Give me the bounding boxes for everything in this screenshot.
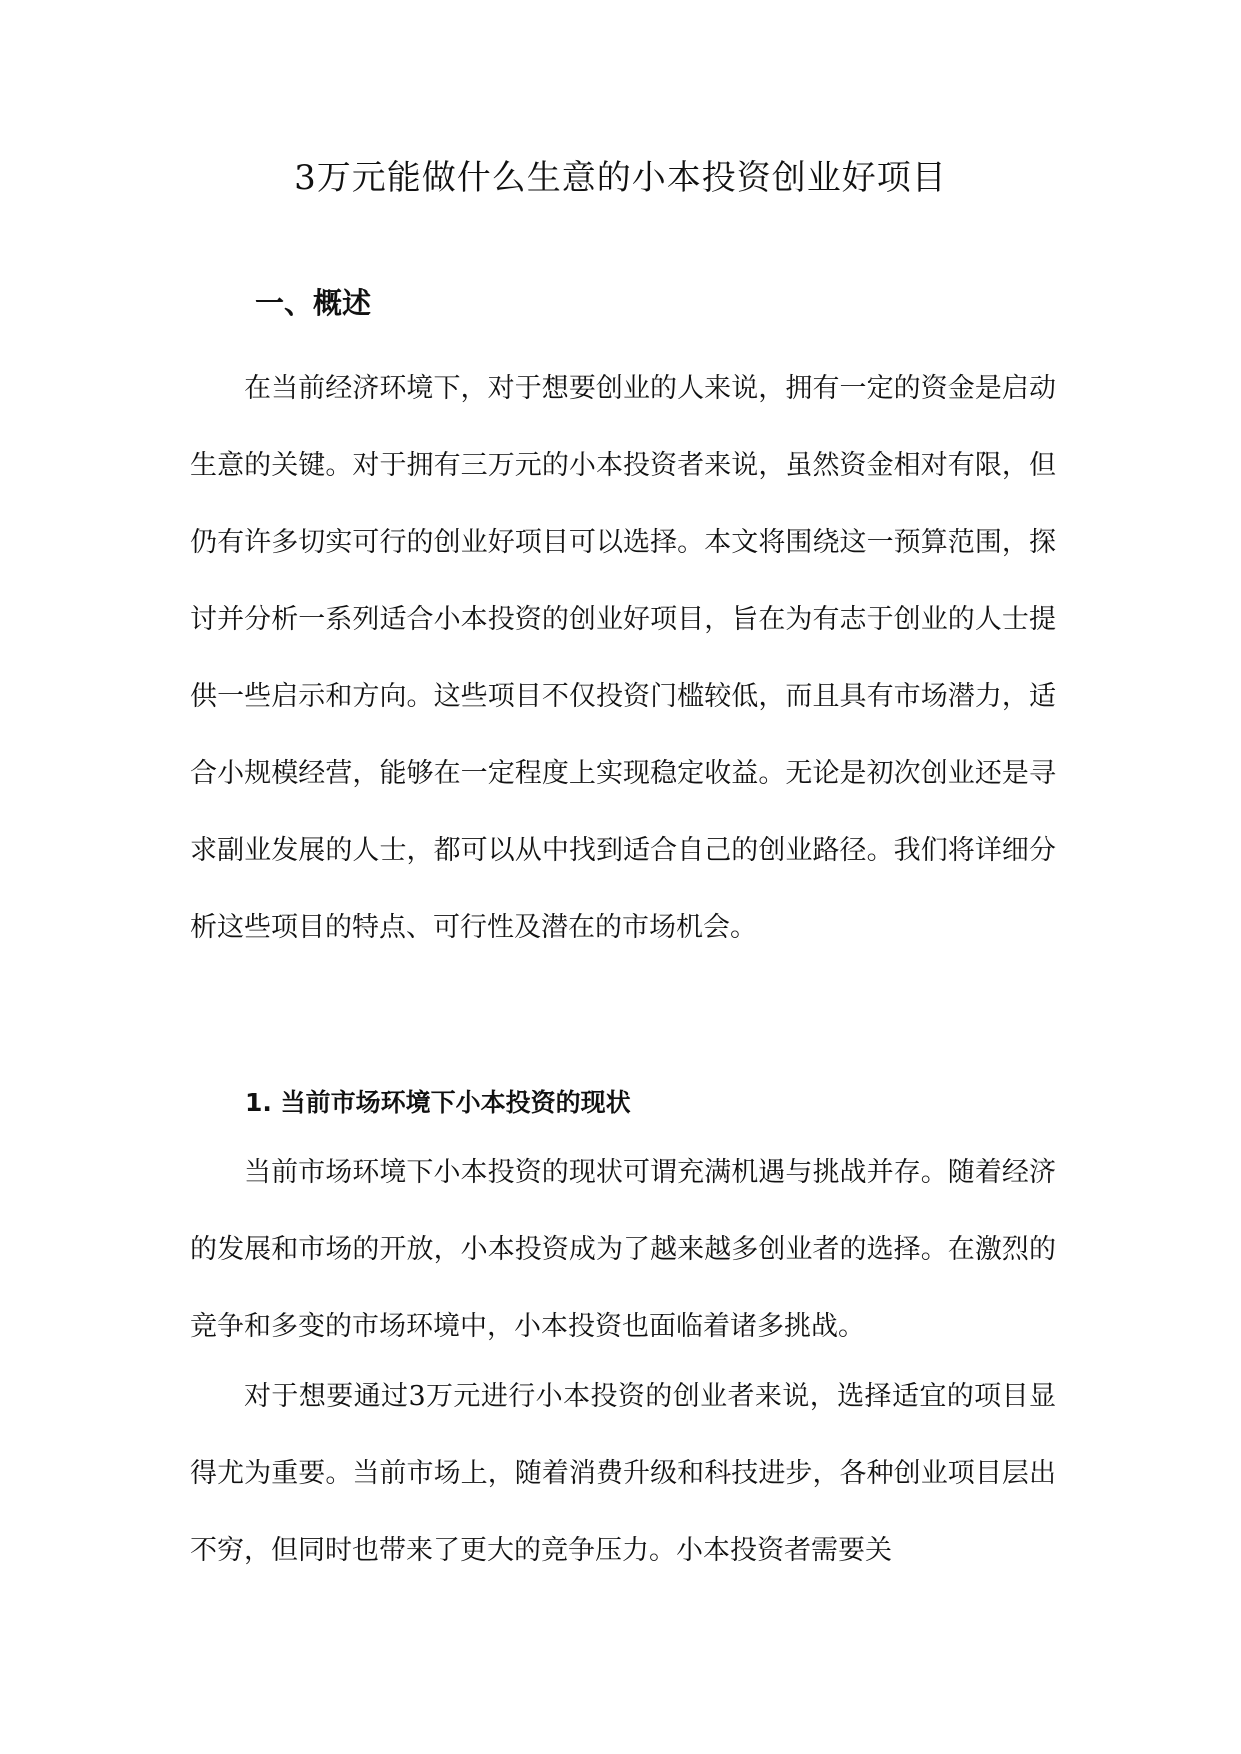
document-title: 3万元能做什么生意的小本投资创业好项目 bbox=[294, 158, 947, 198]
market-status-paragraph-2: 对于想要通过3万元进行小本投资的创业者来说，选择适宜的项目显得尤为重要。当前市场上，随着消费升级和科技进步，各种创业项目层出不穷，但同时也带来了更大的竞争压力。小本投资者需要关 bbox=[190, 1381, 1056, 1566]
overview-paragraph: 在当前经济环境下，对于想要创业的人来说，拥有一定的资金是启动生意的关键。对于拥有三万元的小本投资者来说，虽然资金相对有限，但仍有许多切实可行的创业好项目可以选择。本文将围绕这一预算范围，探讨并分析一系列适合小本投资的创业好项目，旨在为有志于创业的人士提供一些启示和方向。这些项目不仅投资门槛较低，而且具有市场潜力，适合小规模经营，能够在一定程度上实现稳定收益。无论是初次创业还是寻求副业发展的人士，都可以从中找到适合自己的创业路径。我们将详细分析这些项目的特点、可行性及潜在的市场机会。 bbox=[190, 373, 1056, 943]
subsection-heading-market-status: 1. 当前市场环境下小本投资的现状 bbox=[245, 1088, 631, 1117]
section-heading-overview: 一、概述 bbox=[255, 286, 372, 320]
market-status-paragraph-1: 当前市场环境下小本投资的现状可谓充满机遇与挑战并存。随着经济的发展和市场的开放，小本投资成为了越来越多创业者的选择。在激烈的竞争和多变的市场环境中，小本投资也面临着诸多挑战。 bbox=[190, 1157, 1056, 1342]
